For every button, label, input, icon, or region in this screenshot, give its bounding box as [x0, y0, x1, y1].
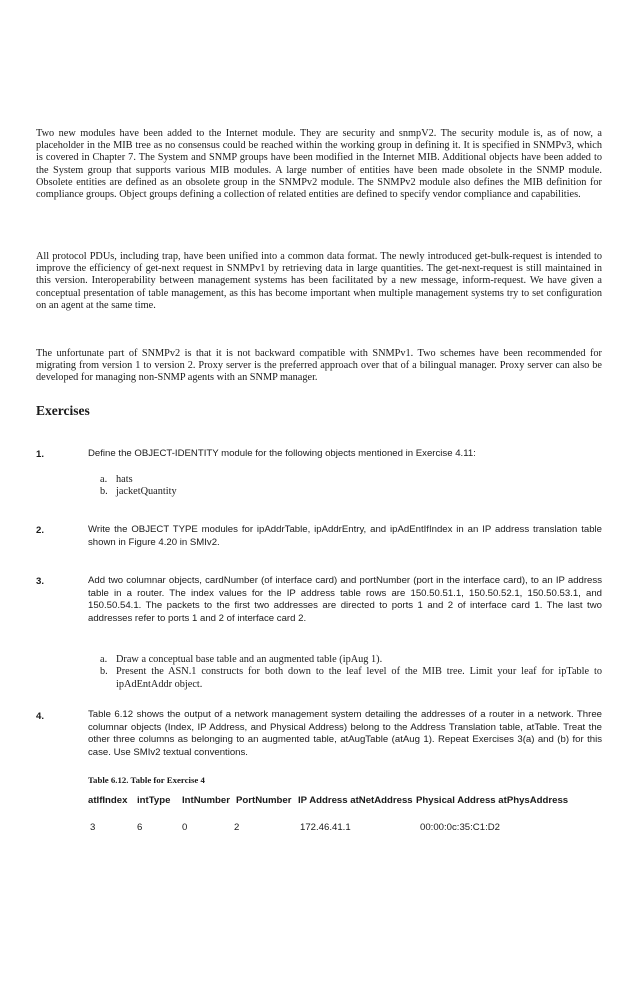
table-cell-portnumber: 2: [234, 822, 240, 833]
exercise-1a-label: a.: [100, 474, 108, 485]
table-header-ip-address: IP Address atNetAddress: [298, 795, 413, 806]
exercise-2-number: 2.: [36, 525, 45, 536]
table-header-portnumber: PortNumber: [236, 795, 292, 806]
exercise-1-number: 1.: [36, 449, 45, 460]
table-cell-intnumber: 0: [182, 822, 188, 833]
exercise-2-text: Write the OBJECT TYPE modules for ipAddrTable, ipAddrEntry, and ipAdEntIfIndex in an IP address translation table shown in Figure 4.20 in SMIv2.: [88, 524, 602, 548]
table-cell-ip-address: 172.46.41.1: [300, 822, 351, 833]
exercise-3-sublist: [100, 654, 602, 691]
table-cell-atifindex: 3: [90, 822, 96, 833]
paragraph-modules: Two new modules have been added to the Internet module. They are security and snmpV2. The security module is, as of now, a placeholder in the MIB tree as no consensus could be reached within the working group in defining it. It is specified in SNMPv3, which is covered in Chapter 7. The System and SNMP groups have been modified in the Internet MIB. Additional objects have been added to the System group that supports various MIB modules. A large number of entities have been made obsolete in the SNMP module. Obsolete entities are defined as an obsolete group in the SNMPv2 module. The SNMPv2 module also defines the MIB definition for compliance groups. Object groups defining a collection of related entities are defined to specify vendor compliance and capabilities.: [36, 128, 602, 201]
table-cell-physical-address: 00:00:0c:35:C1:D2: [420, 822, 501, 833]
exercise-1b: [100, 486, 602, 498]
exercise-1a-text: hats: [116, 474, 133, 485]
exercise-3-number: 3.: [36, 576, 45, 587]
table-header-physical-address: Physical Address atPhysAddress: [416, 795, 569, 806]
exercise-3a-text: Draw a conceptual base table and an augmented table (ipAug 1).: [116, 654, 383, 665]
exercise-4-text: Table 6.12 shows the output of a network management system detailing the addresses of a router in a network. Three columnar objects (Index, IP Address, and Physical Address) belong to the Address Translation table, atTable. Treat the other three columns as belonging to an augmented table, atAugTable (atAug 1). Repeat Exercises 3(a) and (b) for this case. Use SMIv2 textual conventions.: [88, 709, 602, 758]
exercise-1-text: Define the OBJECT-IDENTITY module for the following objects mentioned in Exercise 4.11:: [88, 448, 476, 459]
exercise-1-sublist: [100, 474, 602, 499]
table-header-inttype: intType: [137, 795, 171, 806]
exercise-3b: [100, 666, 602, 691]
exercise-4-number: 4.: [36, 711, 45, 722]
exercise-3b-text: Present the ASN.1 constructs for both down to the leaf level of the MIB tree. Limit your leaf for ipTable to ipAdEntAddr object.: [116, 666, 602, 690]
table-header-atifindex: atIfIndex: [88, 795, 128, 806]
table-header-intnumber: IntNumber: [182, 795, 230, 806]
exercise-1b-text: jacketQuantity: [116, 486, 177, 498]
exercise-1a: [100, 474, 602, 486]
exercise-3b-label: b.: [100, 666, 108, 678]
exercise-3a: [100, 654, 602, 666]
paragraph-pdus: All protocol PDUs, including trap, have been unified into a common data format. The newly introduced get-bulk-request is intended to improve the efficiency of get-next request in SNMPv1 by retrieving data in large quantities. The get-next-request is still maintained in this version. Interoperability between management systems has been facilitated by a new message, inform-request. We have given a conceptual presentation of table management, as this has become important when multiple management systems try to set configuration on an agent at the same time.: [36, 251, 602, 311]
paragraph-compatibility: The unfortunate part of SNMPv2 is that it is not backward compatible with SNMPv1. Two schemes have been recommended for migrating from version 1 to version 2. Proxy server is the preferred approach over that of a bilingual manager. Proxy server can also be developed for managing non-SNMP agents with an SNMP manager.: [36, 348, 602, 384]
exercise-3-text: Add two columnar objects, cardNumber (of interface card) and portNumber (port in the interface card), to an IP address table in a router. The index values for the IP address table rows are 150.50.51.1, 150.50.52.1, 150.50.53.1, and 150.50.54.1. The packets to the first two addresses are directed to ports 1 and 2 of interface card 1. The last two addresses refer to ports 1 and 2 of interface card 2.: [88, 575, 602, 624]
exercises-heading: Exercises: [36, 403, 90, 418]
exercise-3a-label: a.: [100, 654, 108, 665]
table-cell-inttype: 6: [137, 822, 143, 833]
exercise-1b-label: b.: [100, 486, 108, 498]
table-caption: Table 6.12. Table for Exercise 4: [88, 775, 205, 785]
